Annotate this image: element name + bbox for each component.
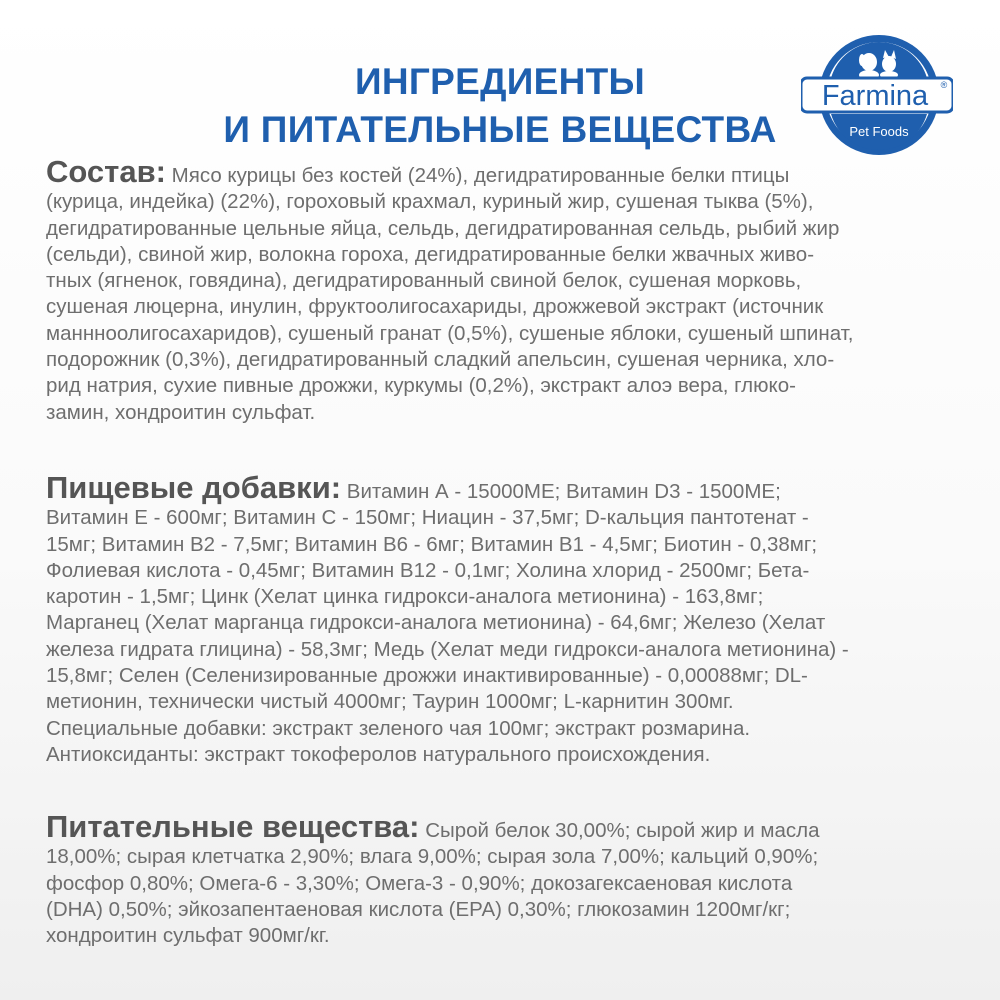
additives-line: железа гидрата глицина) - 58,3мг; Медь (Хелат меди гидрокси-аналога метионина) - [46, 637, 849, 661]
additives-line: 15,8мг; Селен (Селенизированные дрожжи инактивированные) - 0,00088мг; DL- [46, 664, 808, 688]
composition-line: тных (ягненок, говядина), дегидратированный свиной белок, сушеная морковь, [46, 269, 802, 293]
composition-section [46, 154, 966, 426]
farmina-logo [801, 32, 953, 158]
nutrients-line [46, 809, 966, 844]
composition-line: замин, хондроитин сульфат. [46, 400, 316, 424]
additives-heading: Пищевые добавки: [46, 470, 342, 505]
logo-registered: ® [940, 80, 948, 90]
nutrients-line: хондроитин сульфат 900мг/кг. [46, 924, 330, 948]
composition-line: дегидратированные цельные яйца, сельдь, дегидратированная сельдь, рыбий жир [46, 216, 840, 240]
composition-line: сушеная люцерна, инулин, фруктоолигосахариды, дрожжевой экстракт (источник [46, 295, 824, 319]
title-line-1: ИНГРЕДИЕНТЫ [354, 61, 646, 102]
nutrients-line: фосфор 0,80%; Омега-6 - 3,30%; Омега-3 - 0,90%; докозагексаеновая кислота [46, 871, 793, 895]
logo-tagline: Pet Foods [849, 124, 909, 139]
additives-line: Витамин Е - 600мг; Витамин С - 150мг; Ниацин - 37,5мг; D-кальция пантотенат - [46, 506, 809, 530]
additives-line: метионин, технически чистый 4000мг; Таурин 1000мг; L-карнитин 300мг. [46, 690, 734, 714]
additives-line: Фолиевая кислота - 0,45мг; Витамин В12 - 0,1мг; Холина хлорид - 2500мг; Бета- [46, 558, 810, 582]
composition-line: рид натрия, сухие пивные дрожжи, куркумы (0,2%), экстракт алоэ вера, глюко- [46, 374, 796, 398]
composition-line: (сельди), свиной жир, волокна гороха, дегидратированные белки жвачных живо- [46, 242, 815, 266]
additives-line: каротин - 1,5мг; Цинк (Хелат цинка гидрокси-аналога метионина) - 163,8мг; [46, 585, 764, 609]
nutrients-line: 18,00%; сырая клетчатка 2,90%; влага 9,00%; сырая зола 7,00%; кальций 0,90%; [46, 845, 819, 869]
title-line-2: И ПИТАТЕЛЬНЫЕ ВЕЩЕСТВА [223, 109, 777, 150]
composition-line [46, 154, 966, 189]
composition-line: маннноолигосахаридов), сушеный гранат (0,5%), сушеные яблоки, сушеный шпинат, [46, 321, 854, 345]
additives-section [46, 470, 966, 768]
logo-brand: Farmina [821, 80, 929, 112]
composition-line: (курица, индейка) (22%), гороховый крахмал, куриный жир, сушеная тыква (5%), [46, 190, 814, 214]
additives-line [46, 470, 966, 505]
additives-line: Специальные добавки: экстракт зеленого чая 100мг; экстракт розмарина. [46, 716, 751, 740]
composition-heading: Состав: [46, 154, 166, 189]
composition-line: подорожник (0,3%), дегидратированный сладкий апельсин, сушеная черника, хло- [46, 348, 835, 372]
nutrients-heading: Питательные вещества: [46, 809, 420, 844]
nutrients-section [46, 809, 966, 949]
additives-line: Марганец (Хелат марганца гидрокси-аналога метионина) - 64,6мг; Железо (Хелат [46, 611, 826, 635]
nutrients-line: (DHA) 0,50%; эйкозапентаеновая кислота (ЕРА) 0,30%; глюкозамин 1200мг/кг; [46, 897, 791, 921]
additives-line: Антиоксиданты: экстракт токоферолов натурального происхождения. [46, 742, 711, 766]
additives-text: Витамин А - 15000МЕ; Витамин D3 - 1500МЕ; [341, 480, 781, 503]
nutrients-text: Сырой белок 30,00%; сырой жир и масла [419, 819, 820, 842]
composition-text: Мясо курицы без костей (24%), дегидратированные белки птицы [165, 164, 790, 187]
additives-line: 15мг; Витамин В2 - 7,5мг; Витамин В6 - 6мг; Витамин В1 - 4,5мг; Биотин - 0,38мг; [46, 532, 818, 556]
